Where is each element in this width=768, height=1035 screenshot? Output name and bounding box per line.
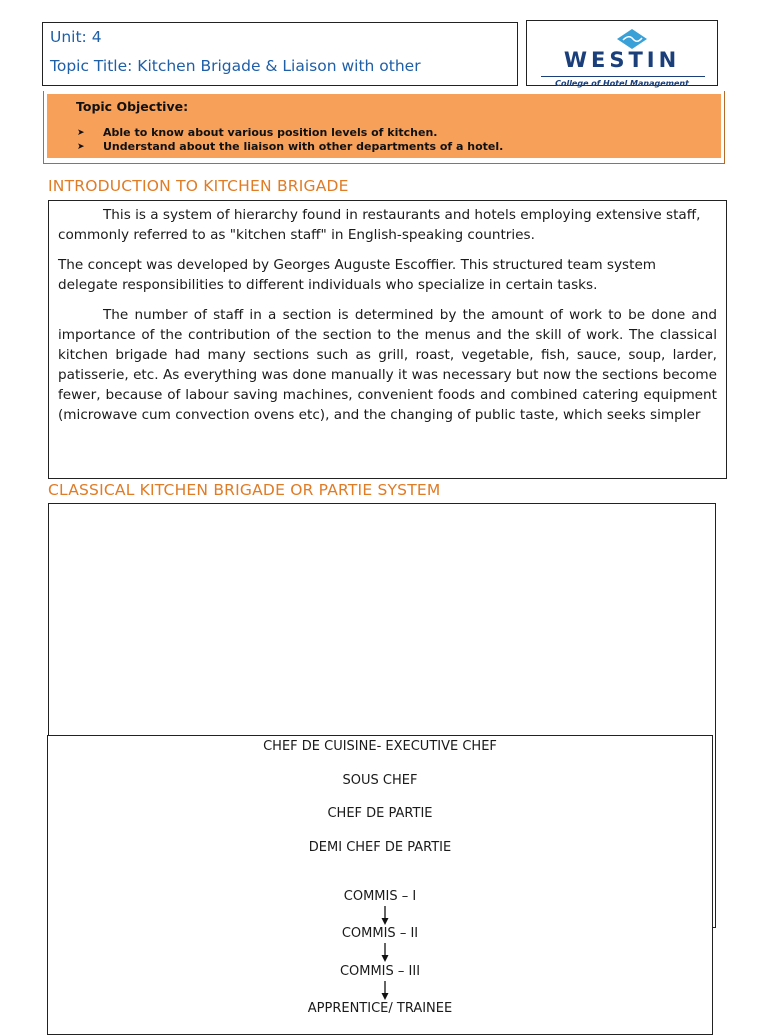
logo-wordmark: WESTIN xyxy=(563,48,681,72)
objective-list xyxy=(77,126,503,154)
down-arrow-icon xyxy=(380,943,390,962)
hierarchy-level: COMMIS – I xyxy=(343,889,417,904)
topic-title: Topic Title: Kitchen Brigade & Liaison with other xyxy=(50,57,421,75)
logo-divider xyxy=(541,76,705,77)
hierarchy-level: COMMIS – III xyxy=(339,964,421,979)
objective-item xyxy=(77,126,503,140)
hierarchy-level: CHEF DE PARTIE xyxy=(327,806,433,821)
objective-item-text: Able to know about various position levels of kitchen. xyxy=(103,126,438,139)
intro-heading: INTRODUCTION TO KITCHEN BRIGADE xyxy=(48,177,349,195)
intro-paragraph: This is a system of hierarchy found in restaurants and hotels employing extensive staff, commonly referred to as "kitchen staff" in English-speaking countries. xyxy=(58,207,701,243)
objective-item xyxy=(77,140,503,154)
intro-paragraph: The concept was developed by Georges Auguste Escoffier. This structured team system delegate responsibilities to different individuals who specialize in certain tasks. xyxy=(58,257,657,293)
objective-item-text: Understand about the liaison with other departments of a hotel. xyxy=(103,140,504,153)
hierarchy-level: SOUS CHEF xyxy=(342,773,418,788)
brigade-hierarchy-box xyxy=(47,735,713,1035)
intro-text-box xyxy=(48,200,727,479)
down-arrow-icon xyxy=(380,906,390,925)
unit-header-box xyxy=(42,22,518,86)
arrow-bullet-icon: ➤ xyxy=(77,142,85,152)
logo-box xyxy=(526,20,718,86)
hierarchy-level: COMMIS – II xyxy=(341,926,419,941)
objective-background xyxy=(47,94,721,158)
topic-objective-banner xyxy=(43,91,725,164)
hierarchy-level: DEMI CHEF DE PARTIE xyxy=(308,840,452,855)
wave-logo-icon xyxy=(617,29,647,49)
classical-heading: CLASSICAL KITCHEN BRIGADE OR PARTIE SYSTEM xyxy=(48,481,441,499)
unit-label: Unit: 4 xyxy=(50,28,102,46)
hierarchy-level: APPRENTICE/ TRAINEE xyxy=(307,1001,453,1016)
logo-subtitle: College of Hotel Management xyxy=(555,79,689,88)
arrow-bullet-icon: ➤ xyxy=(77,128,85,138)
down-arrow-icon xyxy=(380,981,390,1000)
intro-paragraph: The number of staff in a section is determined by the amount of work to be done and importance of the contribution of the section to the menus and the skill of work. The classical kitchen brigade had many sections such as grill, roast, vegetable, fish, sauce, soup, larder, patisserie, etc. As everything was done manually it was necessary but now the sections become fewer, because of labour saving machines, convenient foods and combined catering equipment (microwave cum convection ovens etc), and the changing of public taste, which seeks simpler xyxy=(58,307,717,423)
objective-title: Topic Objective: xyxy=(76,99,189,114)
hierarchy-level: CHEF DE CUISINE- EXECUTIVE CHEF xyxy=(263,739,497,754)
